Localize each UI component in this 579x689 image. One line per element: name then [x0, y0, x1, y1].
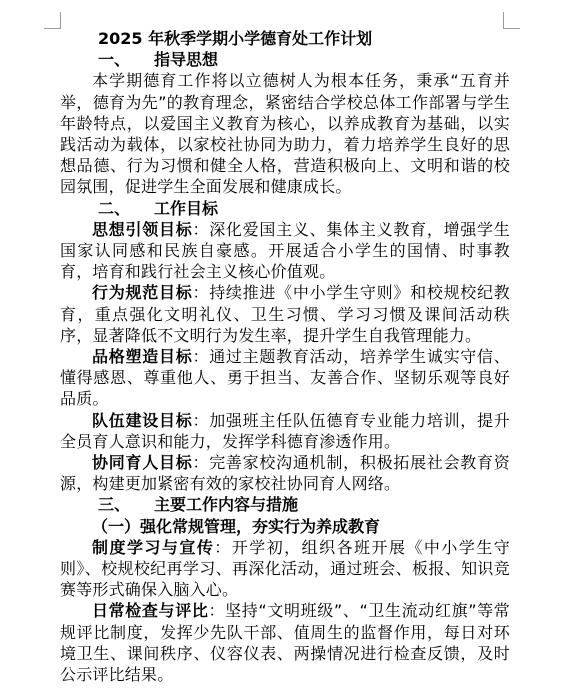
- paragraph-text: ：加强班主任队伍德育专业能力培训，提升全员育人意识和能力，发挥学科德育渗透作用。: [60, 410, 510, 451]
- paragraph-text: ：开学初，组织各班开展《中小学生守则》、校规校纪再学习、再深化活动，通过班会、板报、知识竞赛等形式确保入脑入心。: [60, 537, 511, 600]
- paragraph-lead: 行为规范目标: [92, 283, 193, 303]
- paragraph-text: ：深化爱国主义、集体主义教育，增强学生国家认同感和民族自豪感。开展适合小学生的国情、时事教育，培育和践行社会主义核心价值观。: [60, 219, 510, 282]
- section-title: 指导思想: [154, 50, 219, 70]
- paragraph-lead: 品格塑造目标: [92, 347, 193, 367]
- paragraph: [60, 452, 510, 494]
- paragraph-lead: 协同育人目标: [92, 453, 193, 473]
- section-heading: [60, 198, 510, 219]
- section-heading: [60, 494, 510, 515]
- paragraph-text: ：坚持“文明班级”、“卫生流动红旗”等常规评比制度，发挥少先队干部、值周生的监督作用，每日对环境卫生、课间秩序、仪容仪表、两操情况进行检查反馈，及时公示评比结果。: [60, 601, 510, 685]
- section-title: 工作目标: [154, 198, 219, 218]
- paragraph-text: ：持续推进《中小学生守则》和校规校纪教育，重点强化文明礼仪、卫生习惯、学习习惯及课间活动秩序，显著降低不文明行为发生率，提升学生自我管理能力。: [60, 283, 510, 345]
- paragraph: [60, 70, 510, 197]
- paragraph: [60, 219, 510, 283]
- paragraph: [60, 282, 510, 346]
- paragraph: [60, 537, 510, 601]
- paragraph: [60, 600, 510, 685]
- document-title: 2025 年秋季学期小学德育处工作计划: [98, 29, 373, 48]
- paragraph: [60, 410, 510, 452]
- page-margin-marker-top-left: [44, 12, 61, 29]
- section-number: 三、: [98, 495, 131, 515]
- section-number: 一、: [98, 50, 131, 70]
- paragraph-lead: 日常检查与评比: [92, 601, 209, 621]
- paragraph-lead: 制度学习与宣传: [92, 537, 215, 557]
- paragraph-lead: 思想引领目标: [92, 219, 193, 239]
- section-title: 主要工作内容与措施: [154, 495, 299, 515]
- paragraph-text: ：完善家校沟通机制，积极拓展社会教育资源，构建更加紧密有效的家校社协同育人网络。: [60, 453, 510, 494]
- section-number: 二、: [98, 198, 131, 218]
- subsection-heading: （一）强化常规管理，夯实行为养成教育: [92, 516, 381, 536]
- paragraph-text: 本学期德育工作将以立德树人为根本任务，秉承“五育并举，德育为先”的教育理念，紧密结合学校总体工作部署与学生年龄特点，以爱国主义教育为核心，以养成教育为基础，以实践活动为载体，以家校社协同为助力，着力培养学生良好的思想品德、行为习惯和健全人格，营造积极向上、文明和谐的校园氛围，促进学生全面发展和健康成长。: [60, 71, 510, 197]
- paragraph-lead: 队伍建设目标: [92, 410, 193, 430]
- paragraph-text: ：通过主题教育活动，培养学生诚实守信、懂得感恩、尊重他人、勇于担当、友善合作、坚韧乐观等良好品质。: [60, 347, 510, 409]
- paragraph: [60, 346, 510, 410]
- page-margin-marker-top-right: [503, 12, 520, 29]
- document-body[interactable]: [60, 28, 510, 685]
- section-heading: [60, 49, 510, 70]
